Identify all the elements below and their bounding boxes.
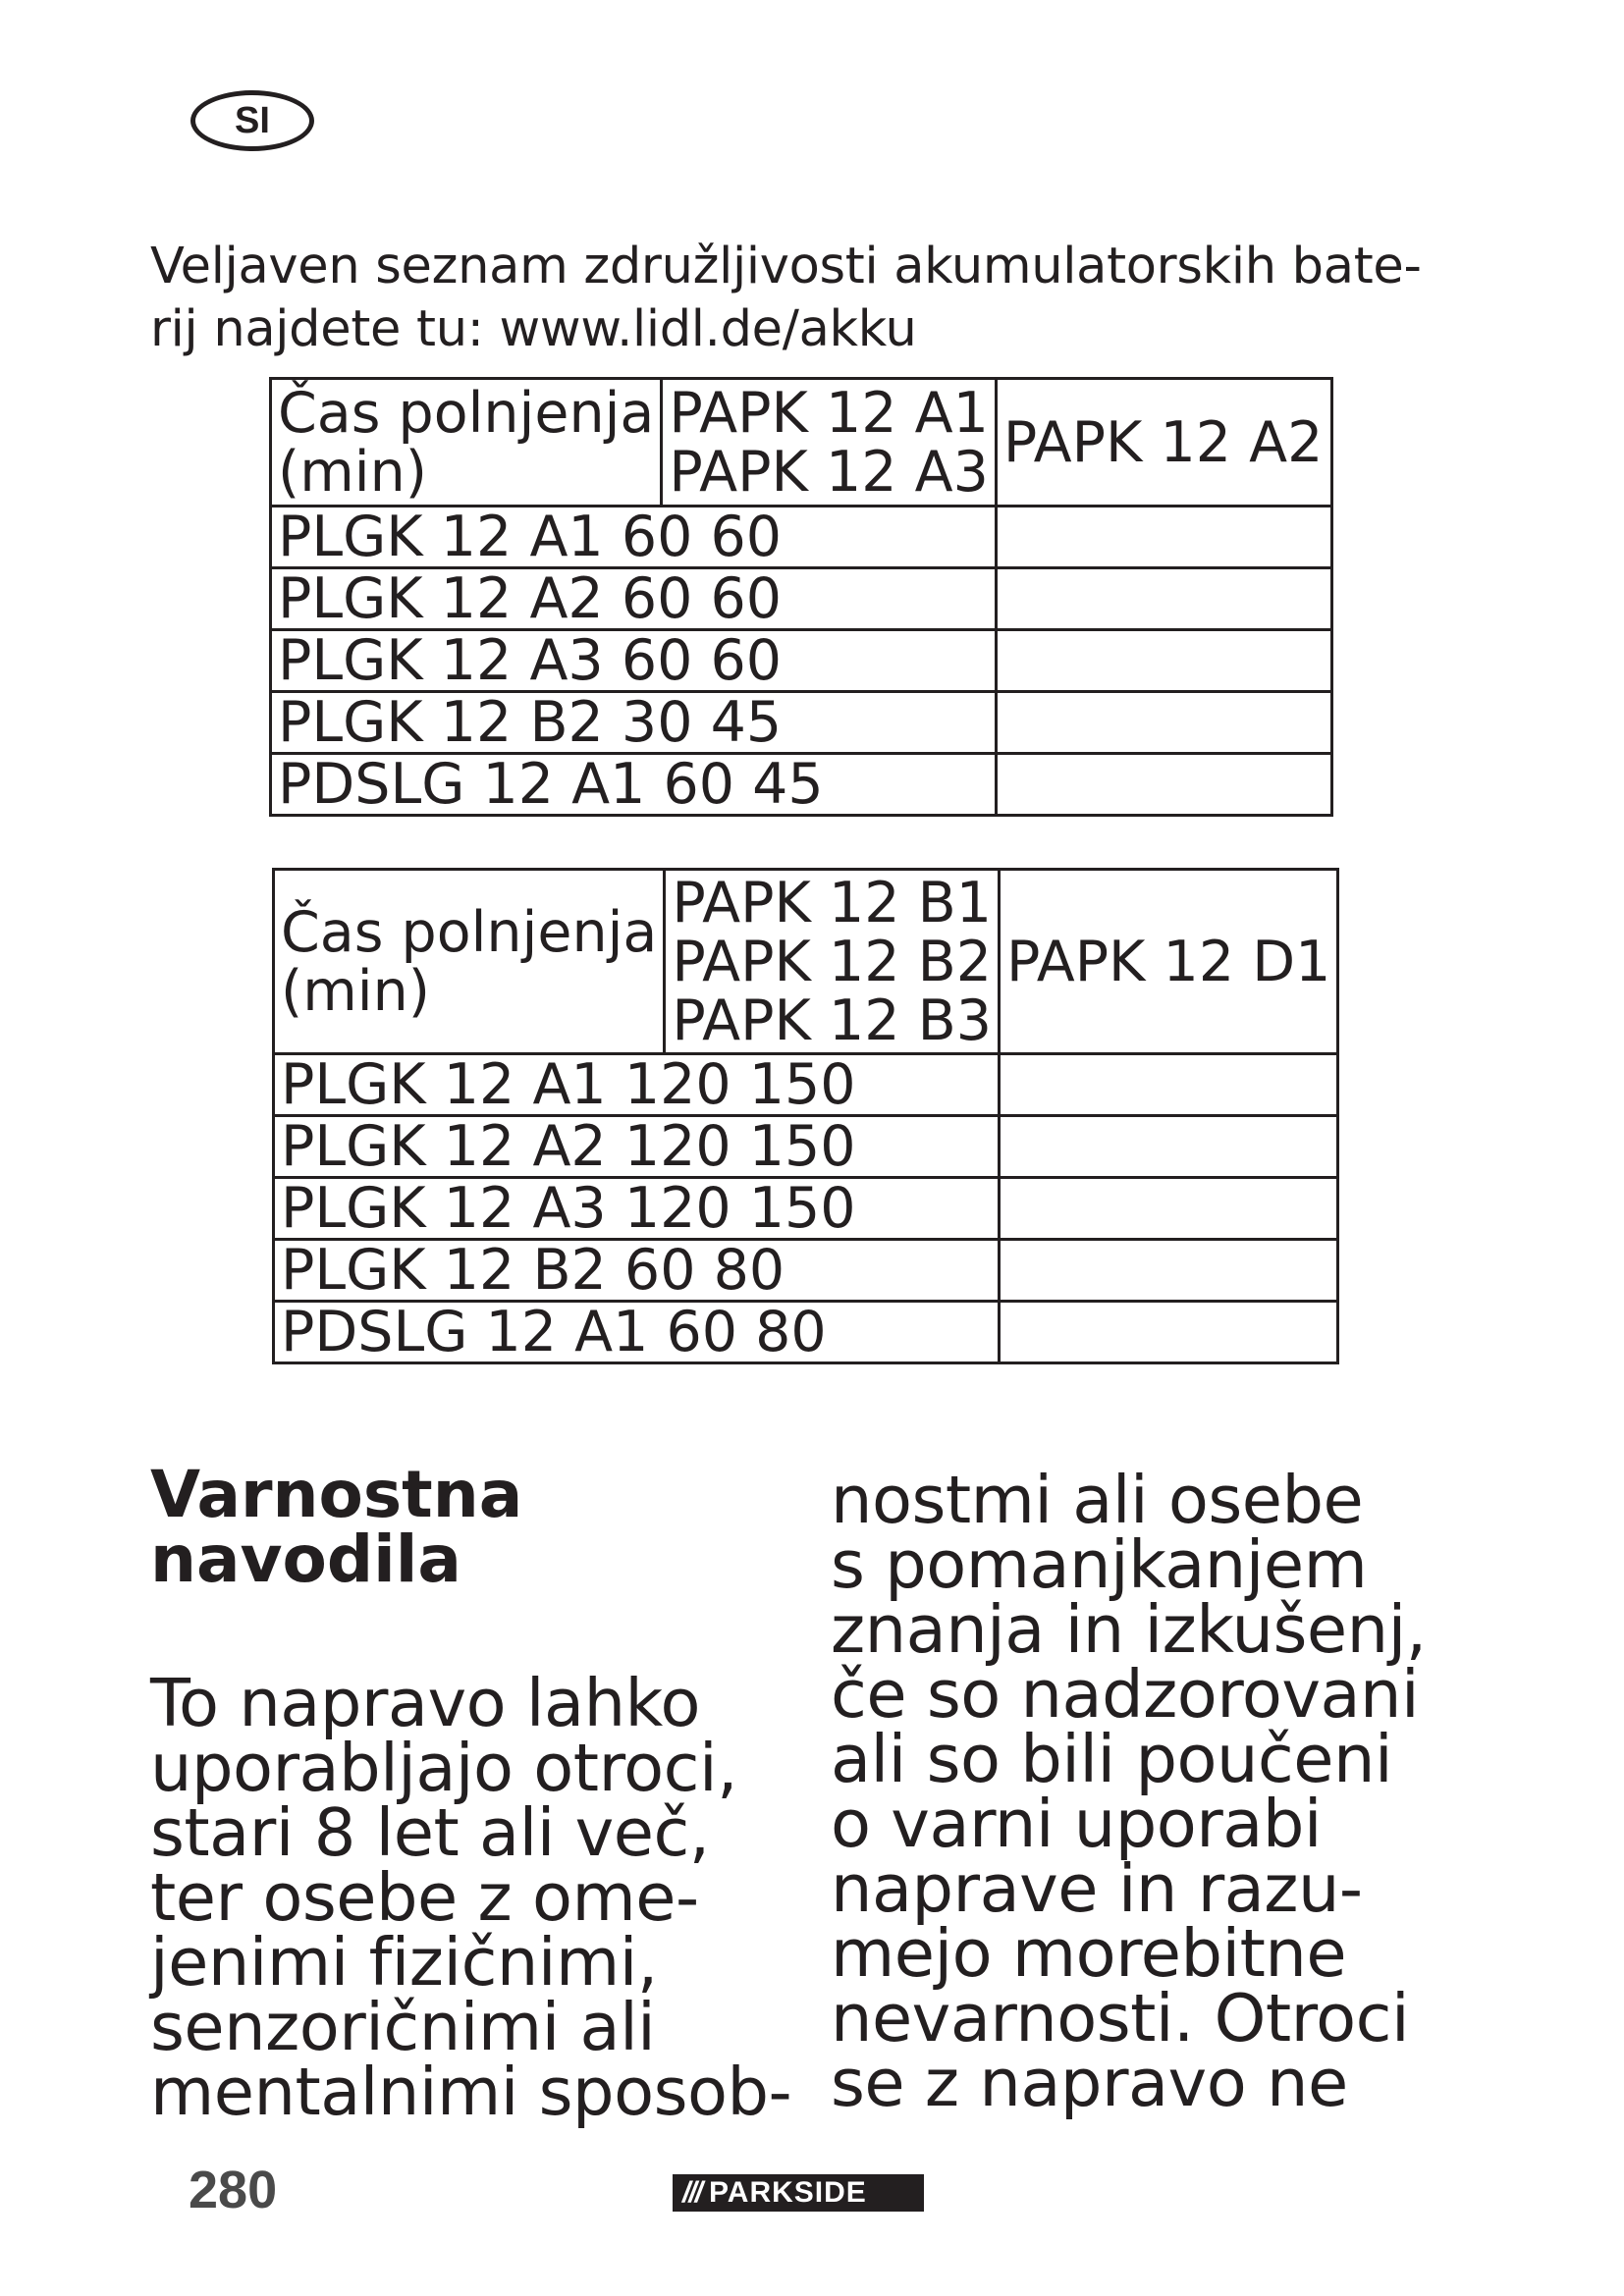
header-cell: PAPK 12 D1 [999,870,1337,1054]
table-row [274,1302,1338,1363]
table-row [274,1116,1338,1178]
table-cell: PDSLG 12 A1 60 45 [271,754,997,816]
header-cell: PAPK 12 B1 PAPK 12 B2 PAPK 12 B3 [665,870,1000,1054]
text-line: naprave in razu- [831,1850,1363,1927]
table-cell [996,568,1331,630]
left-column [150,1457,792,2130]
table-cell [999,1240,1337,1302]
language-badge: SI [190,90,314,151]
text-line: uporabljajo otroci, [150,1730,737,1806]
text-line: s pomanjkanjem [831,1526,1368,1603]
table-row [271,507,1332,568]
text-line: To napravo lahko [150,1665,700,1741]
header-cell: PAPK 12 A2 [996,379,1331,507]
table-cell [996,754,1331,816]
table-cell [996,630,1331,692]
text-line: ali so bili poučeni [831,1721,1393,1797]
right-column [831,1462,1459,2121]
text-line: stari 8 let ali več, [150,1794,710,1871]
section-heading: Varnostna navodila [150,1457,523,1597]
logo-stripes: /// [682,2176,702,2209]
table-cell: PLGK 12 A3 120 150 [274,1178,1000,1240]
text-line: znanja in izkušenj, [831,1591,1427,1668]
header-cell: Čas polnjenja (min) [271,379,662,507]
table-cell: PLGK 12 A3 60 60 [271,630,997,692]
table-cell: PLGK 12 B2 30 45 [271,692,997,754]
header-cell: PAPK 12 A1 PAPK 12 A3 [662,379,997,507]
text-line: se z napravo ne [831,2045,1348,2121]
table-header-row [271,379,1332,507]
text-line: mejo morebitne [831,1915,1347,1992]
table-cell: PLGK 12 A2 60 60 [271,568,997,630]
table-row [271,692,1332,754]
table-row [274,1178,1338,1240]
text-line: ter osebe z ome- [150,1859,699,1936]
text-line: jenimi fizičnimi, [150,1924,658,2001]
paragraph-left [150,1665,792,2130]
table-cell [999,1178,1337,1240]
table-row [271,568,1332,630]
text-line: senzoričnimi ali [150,1989,656,2065]
table-row [271,630,1332,692]
table-cell: PDSLG 12 A1 60 80 [274,1302,1000,1363]
table-cell: PLGK 12 A1 60 60 [271,507,997,568]
paragraph-right [831,1462,1459,2121]
table-row [274,1054,1338,1116]
table-cell [999,1054,1337,1116]
intro-text [150,236,1466,361]
text-line: o varni uporabi [831,1786,1322,1862]
charging-time-table-1 [269,377,1333,817]
header-cell: Čas polnjenja (min) [274,870,665,1054]
table-header-row [274,870,1338,1054]
intro-line: rij najdete tu: www.lidl.de/akku [150,300,917,358]
intro-line: Veljaven seznam združljivosti akumulatorskih bate- [150,238,1422,295]
table-row [271,754,1332,816]
charging-time-table-2 [272,868,1339,1364]
table-row [274,1240,1338,1302]
table-cell [999,1302,1337,1363]
table-cell [999,1116,1337,1178]
text-line: nevarnosti. Otroci [831,1980,1410,2056]
table-cell: PLGK 12 A1 120 150 [274,1054,1000,1116]
page-number: 280 [189,2161,278,2219]
table-cell [996,507,1331,568]
parkside-logo [673,2174,924,2212]
logo-text: PARKSIDE [709,2176,867,2209]
text-line: nostmi ali osebe [831,1462,1364,1538]
text-line: če so nadzorovani [831,1656,1420,1733]
table-cell: PLGK 12 A2 120 150 [274,1116,1000,1178]
text-line: mentalnimi sposob- [150,2054,792,2130]
table-cell [996,692,1331,754]
table-cell: PLGK 12 B2 60 80 [274,1240,1000,1302]
